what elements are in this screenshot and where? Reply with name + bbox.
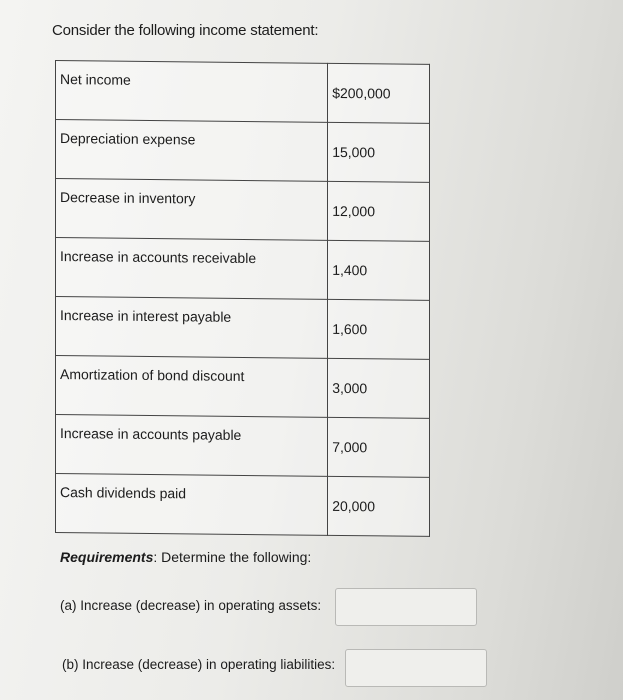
- row-label: Depreciation expense: [56, 120, 328, 182]
- row-value: 15,000: [328, 122, 430, 182]
- row-value: 1,600: [328, 299, 430, 359]
- requirements-title: Requirements: [60, 549, 154, 565]
- table-row: [56, 238, 430, 301]
- row-value: 20,000: [328, 476, 430, 536]
- table-row: [56, 120, 430, 183]
- row-value: 3,000: [328, 358, 430, 418]
- row-label: Increase in accounts receivable: [56, 238, 328, 300]
- question-b-label: (b) Increase (decrease) in operating liabilities:: [62, 657, 336, 672]
- row-label: Net income: [56, 61, 328, 123]
- row-label: Amortization of bond discount: [56, 356, 328, 418]
- income-statement-table: [55, 60, 430, 537]
- row-value: 1,400: [328, 240, 430, 300]
- row-label: Increase in interest payable: [56, 297, 328, 359]
- row-label: Increase in accounts payable: [56, 415, 328, 477]
- question-a-label: (a) Increase (decrease) in operating assets:: [60, 598, 322, 613]
- table-row: [56, 415, 430, 478]
- table-row: [56, 474, 430, 537]
- row-value: $200,000: [328, 63, 430, 123]
- answer-a-input[interactable]: [335, 588, 477, 626]
- row-value: 12,000: [328, 181, 430, 241]
- table-row: [56, 179, 430, 242]
- answer-b-input[interactable]: [345, 649, 487, 687]
- row-label: Decrease in inventory: [56, 179, 328, 241]
- table-row: [56, 356, 430, 419]
- table-row: [56, 61, 430, 124]
- table-row: [56, 297, 430, 360]
- question-heading: Consider the following income statement:: [52, 22, 319, 39]
- row-value: 7,000: [328, 417, 430, 477]
- requirements-line: [60, 549, 311, 565]
- row-label: Cash dividends paid: [56, 474, 328, 536]
- requirements-text: : Determine the following:: [153, 549, 312, 565]
